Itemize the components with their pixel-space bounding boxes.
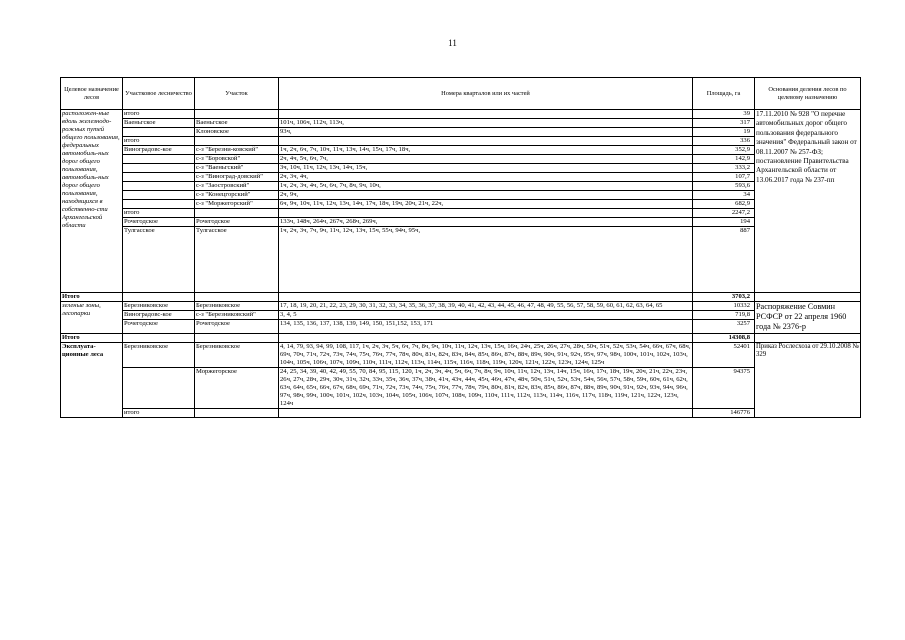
- forestry-cell: Березниковское: [123, 343, 195, 368]
- area-cell: 94375: [693, 368, 755, 409]
- forestry-cell: [123, 128, 195, 137]
- area-cell: 719,8: [693, 311, 755, 320]
- site-cell: [195, 110, 279, 119]
- total-area: 3703,2: [693, 293, 755, 302]
- area-cell: 317: [693, 119, 755, 128]
- quarters-cell: 133ч, 148ч, 264ч, 267ч, 268ч, 269ч,: [279, 218, 693, 227]
- area-cell: 352,9: [693, 146, 755, 155]
- total-area: 14308,8: [693, 334, 755, 343]
- table-row: [61, 209, 861, 218]
- quarters-cell: 134, 135, 136, 137, 138, 139, 149, 150, 151,152, 153, 171: [279, 320, 693, 334]
- header-site: Участок: [195, 78, 279, 110]
- table-row: [61, 320, 861, 334]
- area-cell: 34: [693, 191, 755, 200]
- area-cell: 336: [693, 137, 755, 146]
- purpose-cell: зеленые зоны, лесопарки: [61, 302, 123, 334]
- site-cell: Ваеньгское: [195, 119, 279, 128]
- quarters-cell: 3, 4, 5: [279, 311, 693, 320]
- site-cell: с-з "Моржегорский": [195, 200, 279, 209]
- area-cell: 3257: [693, 320, 755, 334]
- forestry-cell: [123, 200, 195, 209]
- area-cell: 52401: [693, 343, 755, 368]
- quarters-cell: [279, 137, 693, 146]
- quarters-cell: [279, 409, 693, 418]
- forestry-cell: итого: [123, 110, 195, 119]
- site-cell: с-з "Конецгорский": [195, 191, 279, 200]
- area-cell: 887: [693, 227, 755, 293]
- table-row: [61, 110, 861, 119]
- purpose-cell: расположен-ные вдоль железнодо-рожных путей общего пользования, федеральных автомобиль-ных дорог общего пользования, автомобиль-ных дорог общего пользования, находящихся в собственно-сти Архангельской области: [61, 110, 123, 293]
- forestry-cell: [123, 155, 195, 164]
- quarters-cell: 24, 25, 34, 39, 40, 42, 49, 55, 70, 84, 95, 115, 120, 1ч, 2ч, 3ч, 4ч, 5ч, 6ч, 7ч, 8ч, 9ч, 10ч, 11ч, 12ч, 13ч, 14ч, 15ч, 16ч, 17ч, 18ч, 19ч, 20ч, 21ч, 22ч, 23ч, 26ч, 27ч, 28ч, 29ч, 30ч, 31ч, 32ч, 33ч, 35ч, 36ч, 37ч, 38ч, 41ч, 43ч, 44ч, 45ч, 46ч, 47ч, 48ч, 50ч, 51ч, 52ч, 53ч, 54ч, 56ч, 57ч, 58ч, 59ч, 60ч, 61ч, 62ч, 63ч, 64ч, 65ч, 66ч, 67ч, 68ч, 69ч, 71ч, 72ч, 73ч, 74ч, 75ч, 76ч, 77ч, 78ч, 79ч, 80ч, 81ч, 82ч, 83ч, 85ч, 86ч, 87ч, 88ч, 89ч, 90ч, 91ч, 92ч, 93ч, 94ч, 96ч, 97ч, 98ч, 99ч, 100ч, 101ч, 102ч, 103ч, 104ч, 105ч, 106ч, 107ч, 108ч, 109ч, 110ч, 111ч, 112ч, 113ч, 114ч, 116ч, 117ч, 118ч, 119ч, 121ч, 122ч, 123ч, 124ч: [279, 368, 693, 409]
- area-cell: 593,6: [693, 182, 755, 191]
- site-cell: [195, 209, 279, 218]
- header-purpose: Целевое назначение лесов: [61, 78, 123, 110]
- forestry-cell: итого: [123, 409, 195, 418]
- site-cell: с-з "Заостровский": [195, 182, 279, 191]
- area-cell: 682,9: [693, 200, 755, 209]
- forest-purpose-table: [60, 77, 861, 418]
- table-row: [61, 128, 861, 137]
- forestry-cell: Тулгасское: [123, 227, 195, 293]
- site-cell: Рочегодское: [195, 218, 279, 227]
- site-cell: Березниковское: [195, 302, 279, 311]
- quarters-cell: 1ч, 2ч, 6ч, 7ч, 10ч, 11ч, 13ч, 14ч, 15ч, 17ч, 18ч,: [279, 146, 693, 155]
- table-row: [61, 191, 861, 200]
- forestry-cell: [123, 164, 195, 173]
- forestry-cell: Виноградовс-кое: [123, 146, 195, 155]
- forestry-cell: Рочегодское: [123, 320, 195, 334]
- purpose-cell: Эксплуата-ционные леса: [61, 343, 123, 418]
- page-number: 11: [448, 38, 457, 48]
- quarters-cell: [279, 209, 693, 218]
- forestry-cell: итого: [123, 137, 195, 146]
- forestry-cell: Березниковское: [123, 302, 195, 311]
- forestry-cell: Ваеньгское: [123, 119, 195, 128]
- site-cell: с-з "Березниковский": [195, 311, 279, 320]
- quarters-cell: 101ч, 106ч, 112ч, 113ч,: [279, 119, 693, 128]
- table-row: [61, 146, 861, 155]
- site-cell: Моржегорское: [195, 368, 279, 409]
- site-cell: с-з "Березни-ковский": [195, 146, 279, 155]
- table-row: [61, 137, 861, 146]
- table-row: [61, 368, 861, 409]
- basis-cell: Приказ Рослесхоза от 29.10.2008 № 329: [755, 343, 861, 418]
- header-quarters: Номера кварталов или их частей: [279, 78, 693, 110]
- section-total-row: [61, 334, 861, 343]
- area-cell: 194: [693, 218, 755, 227]
- site-cell: с-з "Боровской": [195, 155, 279, 164]
- forest-purpose-table-wrap: [60, 77, 860, 418]
- table-row: [61, 119, 861, 128]
- site-cell: [195, 137, 279, 146]
- quarters-cell: 2ч, 3ч, 4ч,: [279, 173, 693, 182]
- table-row: [61, 173, 861, 182]
- site-cell: Клоновское: [195, 128, 279, 137]
- table-row: [61, 182, 861, 191]
- forestry-cell: [123, 191, 195, 200]
- table-row: [61, 302, 861, 311]
- quarters-cell: 2ч, 9ч,: [279, 191, 693, 200]
- forestry-cell: Рочегодское: [123, 218, 195, 227]
- basis-cell: Распоряжение Совмин РСФСР от 22 апреля 1960 года № 2376-р: [755, 302, 861, 334]
- forestry-cell: [123, 173, 195, 182]
- area-cell: 107,7: [693, 173, 755, 182]
- forestry-cell: итого: [123, 209, 195, 218]
- quarters-cell: 6ч, 9ч, 10ч, 11ч, 12ч, 13ч, 14ч, 17ч, 18ч, 19ч, 20ч, 21ч, 22ч,: [279, 200, 693, 209]
- table-row: [61, 343, 861, 368]
- area-cell: 333,2: [693, 164, 755, 173]
- forestry-cell: [123, 182, 195, 191]
- site-cell: с-з "Виноград-довский": [195, 173, 279, 182]
- area-cell: 146776: [693, 409, 755, 418]
- table-row: [61, 218, 861, 227]
- basis-cell: 17.11.2010 № 928 "О перечне автомобильных дорог общего пользования федерального значения" Федеральный закон от 08.11.2007 № 257-ФЗ; постановление Правительства Архангельской области от 13.06.2017 года № 237-пп: [755, 110, 861, 293]
- quarters-cell: 3ч, 10ч, 11ч, 12ч, 13ч, 14ч, 15ч,: [279, 164, 693, 173]
- area-cell: 142,9: [693, 155, 755, 164]
- area-cell: 19: [693, 128, 755, 137]
- area-cell: 10332: [693, 302, 755, 311]
- header-area: Площадь, га: [693, 78, 755, 110]
- quarters-cell: 93ч,: [279, 128, 693, 137]
- header-forestry: Участковое лесничество: [123, 78, 195, 110]
- site-cell: с-з "Ваеньгский": [195, 164, 279, 173]
- quarters-cell: 2ч, 4ч, 5ч, 6ч, 7ч,: [279, 155, 693, 164]
- area-cell: 2247,2: [693, 209, 755, 218]
- table-row: [61, 227, 861, 293]
- quarters-cell: [279, 110, 693, 119]
- table-row: [61, 200, 861, 209]
- table-row: [61, 311, 861, 320]
- table-row: [61, 164, 861, 173]
- quarters-cell: 17, 18, 19, 20, 21, 22, 23, 29, 30, 31, 32, 33, 34, 35, 36, 37, 38, 39, 40, 41, 42, 43, 44, 45, 46, 47, 48, 49, 55, 56, 57, 58, 59, 60, 61, 62, 63, 64, 65: [279, 302, 693, 311]
- site-cell: Березниковское: [195, 343, 279, 368]
- quarters-cell: 4, 14, 79, 93, 94, 99, 108, 117, 1ч, 2ч, 3ч, 5ч, 6ч, 7ч, 8ч, 9ч, 10ч, 11ч, 12ч, 13ч, 15ч, 16ч, 24ч, 25ч, 26ч, 27ч, 28ч, 50ч, 51ч, 52ч, 53ч, 54ч, 66ч, 67ч, 68ч, 69ч, 70ч, 71ч, 72ч, 73ч, 74ч, 75ч, 76ч, 77ч, 78ч, 80ч, 81ч, 82ч, 83ч, 84ч, 85ч, 86ч, 87ч, 88ч, 89ч, 90ч, 91ч, 92ч, 95ч, 97ч, 98ч, 100ч, 101ч, 102ч, 103ч, 104ч, 105ч, 106ч, 107ч, 109ч, 110ч, 111ч, 112ч, 113ч, 114ч, 115ч, 116ч, 118ч, 119ч, 120ч, 121ч, 122ч, 123ч, 124ч, 125ч: [280, 343, 691, 366]
- header-basis: Основания деления лесов по целевому назначению: [755, 78, 861, 110]
- site-cell: Тулгасское: [195, 227, 279, 293]
- quarters-cell: 1ч, 2ч, 3ч, 4ч, 5ч, 6ч, 7ч, 8ч, 9ч, 10ч,: [279, 182, 693, 191]
- table-row: [61, 155, 861, 164]
- quarters-cell: 1ч, 2ч, 3ч, 7ч, 9ч, 11ч, 12ч, 13ч, 15ч, 55ч, 94ч, 95ч,: [279, 227, 693, 293]
- total-label: Итого: [61, 293, 123, 302]
- table-header-row: [61, 78, 861, 110]
- forestry-cell: [123, 368, 195, 409]
- site-cell: [195, 409, 279, 418]
- site-cell: Рочегодское: [195, 320, 279, 334]
- area-cell: 39: [693, 110, 755, 119]
- total-label: Итого: [61, 334, 123, 343]
- section-total-row: [61, 293, 861, 302]
- table-row: [61, 409, 861, 418]
- forestry-cell: Виноградовс-кое: [123, 311, 195, 320]
